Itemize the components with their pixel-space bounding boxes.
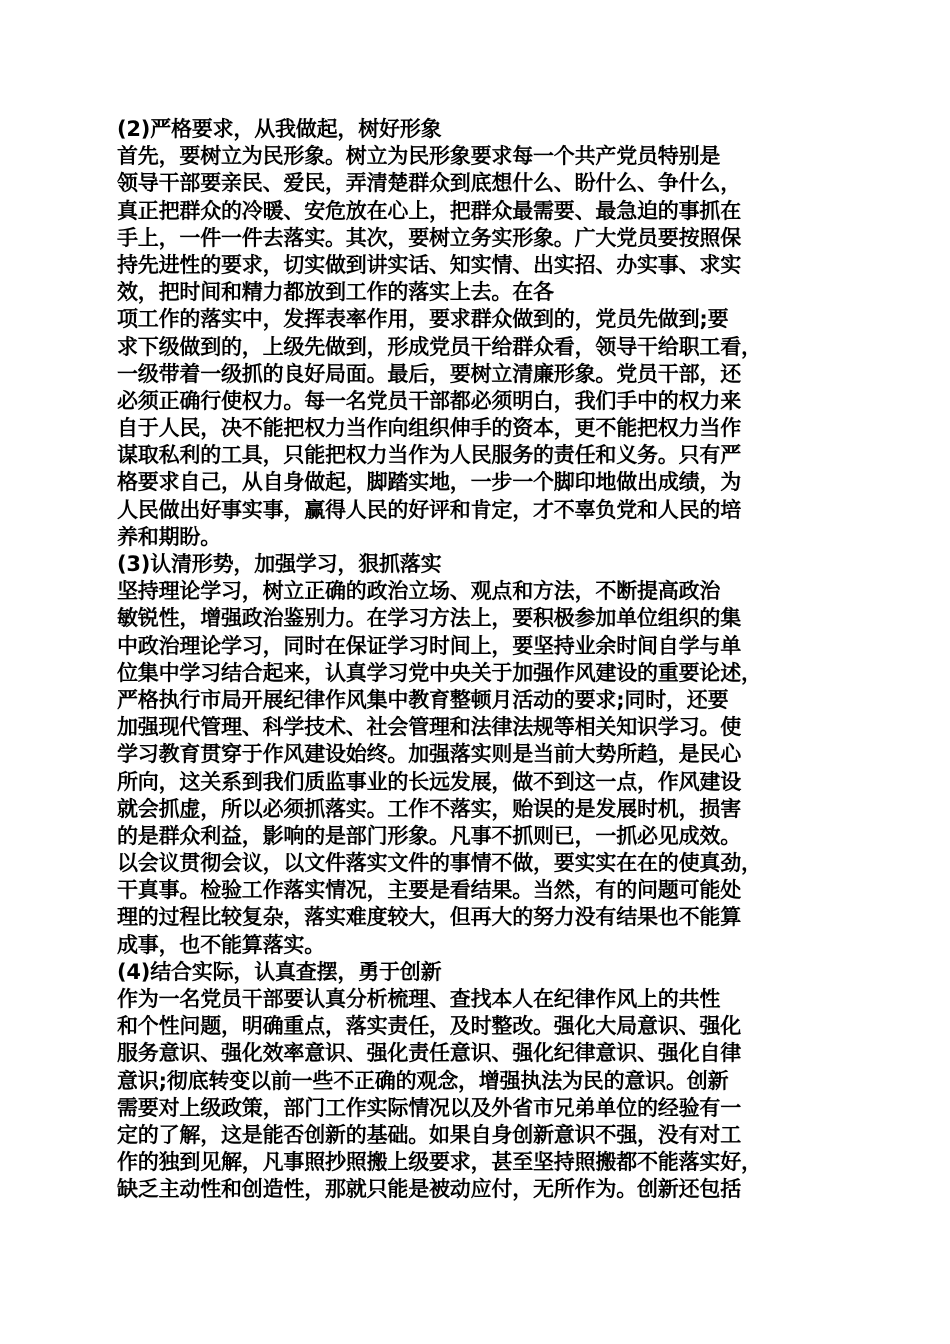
text-line: 项工作的落实中，发挥表率作用，要求群众做到的，党员先做到;要: [117, 307, 729, 332]
text-line: 必须正确行使权力。每一名党员干部都必须明白，我们手中的权力来: [117, 388, 741, 413]
text-line: 养和期盼。: [117, 524, 221, 549]
text-line: 以会议贯彻会议，以文件落实文件的事情不做，要实实在在的使真劲，: [117, 851, 762, 876]
text-line: 中政治理论学习，同时在保证学习时间上，要坚持业余时间自学与单: [117, 633, 741, 658]
text-line: 成事，也不能算落实。: [117, 932, 325, 957]
text-line: 定的了解，这是能否创新的基础。如果自身创新意识不强，没有对工: [117, 1122, 741, 1147]
text-line: (4)结合实际，认真查摆，勇于创新: [117, 959, 442, 984]
text-line: 加强现代管理、科学技术、社会管理和法律法规等相关知识学习。使: [117, 715, 741, 740]
text-line: 求下级做到的，上级先做到，形成党员干给群众看，领导干给职工看，: [117, 334, 762, 359]
text-line: 意识;彻底转变以前一些不正确的观念，增强执法为民的意识。创新: [117, 1068, 729, 1093]
document-body: [117, 116, 845, 1204]
text-line: 位集中学习结合起来，认真学习党中央关于加强作风建设的重要论述，: [117, 660, 762, 685]
text-line: 持先进性的要求，切实做到讲实话、知实情、出实招、办实事、求实: [117, 252, 741, 277]
text-line: 坚持理论学习，树立正确的政治立场、观点和方法，不断提高政治: [117, 579, 721, 604]
text-line: 作为一名党员干部要认真分析梳理、查找本人在纪律作风上的共性: [117, 987, 721, 1011]
text-line: 的是群众利益，影响的是部门形象。凡事不抓则已，一抓必见成效。: [117, 823, 741, 848]
text-line: 严格执行市局开展纪律作风集中教育整顿月活动的要求;同时，还要: [117, 687, 729, 712]
text-line: (2)严格要求，从我做起，树好形象: [117, 117, 442, 141]
text-line: 人民做出好事实事，赢得人民的好评和肯定，才不辜负党和人民的培: [117, 497, 741, 522]
text-line: 领导干部要亲民、爱民，弄清楚群众到底想什么、盼什么、争什么，: [117, 171, 741, 196]
text-line: 缺乏主动性和创造性，那就只能是被动应付，无所作为。创新还包括: [117, 1177, 741, 1202]
text-line: 自于人民，决不能把权力当作向组织伸手的资本，更不能把权力当作: [117, 416, 741, 441]
text-line: 就会抓虚，所以必须抓落实。工作不落实，贻误的是发展时机，损害: [117, 796, 741, 821]
text-line: 和个性问题，明确重点，落实责任，及时整改。强化大局意识、强化: [117, 1014, 741, 1039]
text-line: 首先，要树立为民形象。树立为民形象要求每一个共产党员特别是: [117, 144, 721, 169]
text-line: 需要对上级政策，部门工作实际情况以及外省市兄弟单位的经验有一: [117, 1095, 741, 1120]
text-line: 所向，这关系到我们质监事业的长远发展，做不到这一点，作风建设: [117, 769, 741, 794]
text-line: 理的过程比较复杂，落实难度较大，但再大的努力没有结果也不能算: [117, 905, 741, 930]
text-line: 学习教育贯穿于作风建设始终。加强落实则是当前大势所趋，是民心: [117, 742, 741, 767]
text-line: 格要求自己，从自身做起，脚踏实地，一步一个脚印地做出成绩，为: [117, 470, 741, 495]
text-line: 敏锐性，增强政治鉴别力。在学习方法上，要积极参加单位组织的集: [117, 606, 741, 631]
text-line: (3)认清形势，加强学习，狠抓落实: [117, 552, 442, 576]
text-line: 真正把群众的冷暖、安危放在心上，把群众最需要、最急迫的事抓在: [117, 198, 741, 223]
text-line: 手上，一件一件去落实。其次，要树立务实形象。广大党员要按照保: [117, 225, 741, 250]
text-line: 一级带着一级抓的良好局面。最后，要树立清廉形象。党员干部，还: [117, 361, 741, 386]
text-line: 作的独到见解，凡事照抄照搬上级要求，甚至坚持照搬都不能落实好，: [117, 1150, 762, 1175]
text-line: 谋取私利的工具，只能把权力当作为人民服务的责任和义务。只有严: [117, 443, 741, 468]
text-line: 服务意识、强化效率意识、强化责任意识、强化纪律意识、强化自律: [117, 1041, 741, 1066]
text-line: 效，把时间和精力都放到工作的落实上去。在各: [117, 280, 554, 305]
text-line: 干真事。检验工作落实情况，主要是看结果。当然，有的问题可能处: [117, 878, 741, 903]
